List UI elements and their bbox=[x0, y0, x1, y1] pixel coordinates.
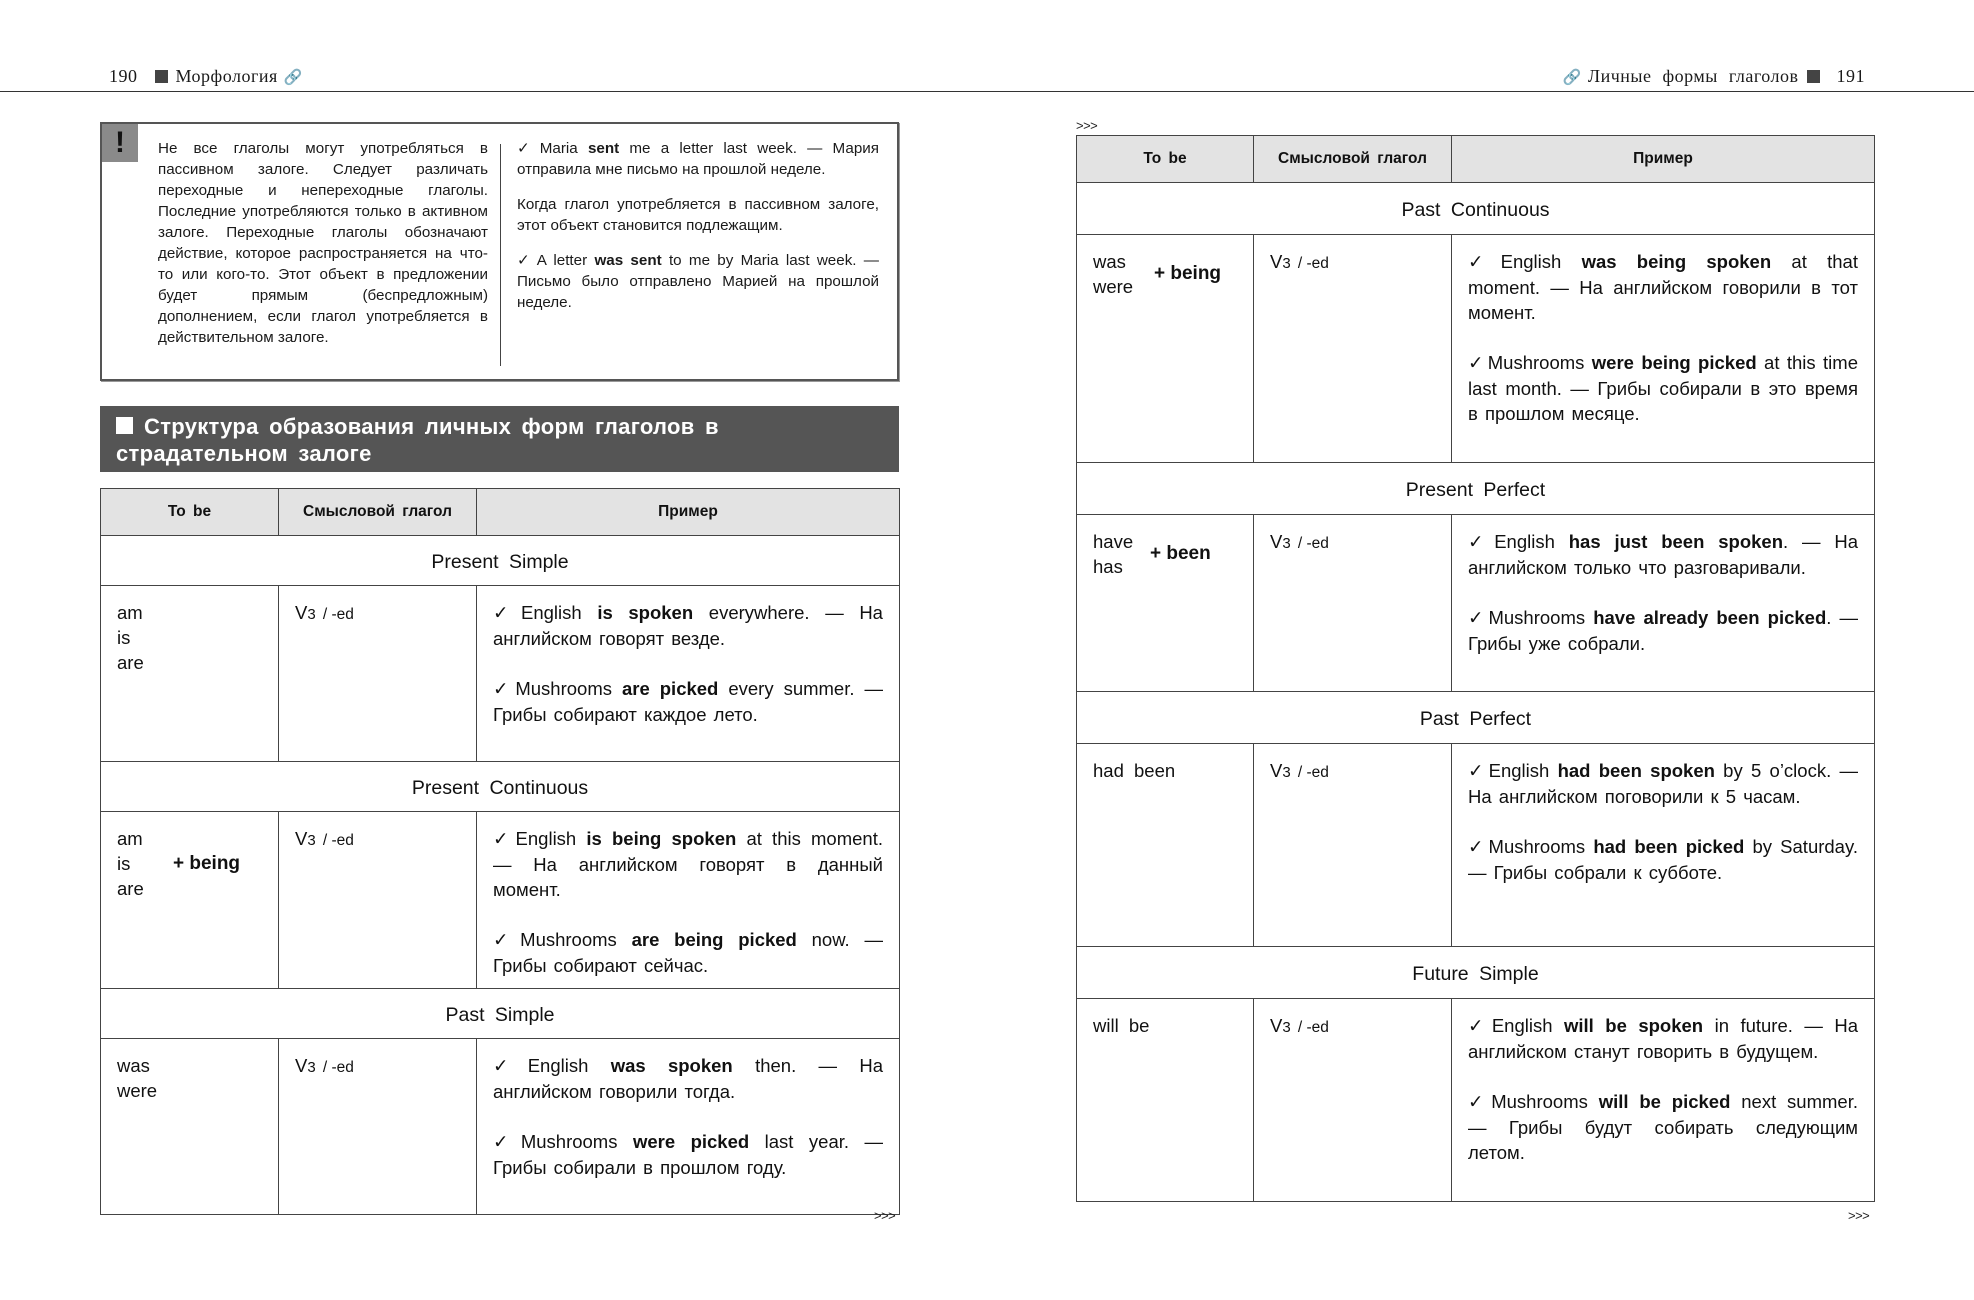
tense-label: Present Perfect bbox=[1077, 463, 1875, 515]
main-verb-form: V3 / -ed bbox=[279, 812, 477, 989]
to-be-forms: have has + been bbox=[1077, 515, 1254, 692]
note-paragraph: Не все глаголы могут употребляться в пассивном залоге. Следует различать переходные и непереходные глаголы. Последние употребляются только в активном залоге. Переходные глаголы обозначают действие, которое распространяется на что-то или кого-то. Этот объект в предложении будет прямым (беспредложным) дополнением, если глагол употребляется в действительном залоге. bbox=[158, 140, 488, 346]
check-icon: ✓ bbox=[517, 139, 536, 157]
example-sentence: ✓ Mushrooms had been picked by Saturday. — Грибы собрали к субботе. bbox=[1468, 836, 1858, 883]
example-sentence: ✓ Mushrooms will be picked next summer. — Грибы будут собирать следующим летом. bbox=[1468, 1091, 1858, 1163]
tense-label: Present Continuous bbox=[101, 762, 900, 812]
exclamation-icon: ! bbox=[102, 124, 138, 162]
example-sentence: ✓ English had been spoken by 5 o’clock. — На английском поговорили к 5 часам. bbox=[1468, 760, 1858, 807]
tense-label: Future Simple bbox=[1077, 947, 1875, 999]
check-icon: ✓ bbox=[493, 1132, 517, 1153]
check-icon: ✓ bbox=[1468, 1092, 1488, 1113]
to-be-forms: will be bbox=[1077, 999, 1254, 1202]
auxiliary-being: + being bbox=[173, 853, 241, 874]
tense-row bbox=[101, 536, 900, 586]
check-icon: ✓ bbox=[1468, 837, 1485, 858]
tense-row bbox=[1077, 183, 1875, 235]
table-header-row bbox=[101, 489, 900, 536]
tense-row bbox=[1077, 947, 1875, 999]
check-icon: ✓ bbox=[493, 829, 512, 850]
main-verb-form: V3 / -ed bbox=[279, 1039, 477, 1215]
example-sentence: ✓ Mushrooms are picked every summer. — Грибы собирают каждое лето. bbox=[493, 678, 883, 725]
right-running-header bbox=[1557, 66, 1874, 87]
tense-row bbox=[1077, 463, 1875, 515]
clip-icon: 🔗 bbox=[283, 67, 303, 86]
check-icon: ✓ bbox=[493, 1056, 524, 1077]
example-sentence: ✓ English is being spoken at this moment. — На английском говорят в данный момент. bbox=[493, 828, 883, 900]
section-title: Структура образования личных форм глаголов в страдательном залоге bbox=[100, 406, 899, 472]
square-bullet-icon bbox=[116, 417, 133, 434]
example-cell bbox=[477, 812, 900, 989]
table-row bbox=[101, 812, 900, 989]
example-sentence: ✓ English is spoken everywhere. — На английском говорят везде. bbox=[493, 602, 883, 649]
example-sentence: ✓ English was spoken then. — На английском говорили тогда. bbox=[493, 1055, 883, 1102]
right-grammar-table bbox=[1076, 135, 1875, 1202]
right-section-name: Личные формы глаголов bbox=[1587, 66, 1799, 86]
auxiliary-being: + being bbox=[1154, 263, 1222, 284]
example-cell bbox=[477, 586, 900, 762]
right-page-number: 191 bbox=[1836, 66, 1865, 86]
check-icon: ✓ bbox=[517, 251, 533, 269]
note-example-2: ✓ A letter was sent to me by Maria last week. — Письмо было отправлено Марией на прошлой неделе. bbox=[517, 251, 879, 311]
note-box bbox=[100, 122, 899, 381]
example-sentence: ✓ Mushrooms were picked last year. — Грибы собирали в прошлом году. bbox=[493, 1131, 883, 1178]
example-cell bbox=[1452, 744, 1875, 947]
note-paragraph: Когда глагол употребляется в пассивном залоге, этот объект становится подлежащим. bbox=[517, 196, 879, 234]
continue-mark: >>> bbox=[1076, 118, 1098, 133]
main-verb-form: V3 / -ed bbox=[1254, 235, 1452, 463]
check-icon: ✓ bbox=[493, 679, 512, 700]
tense-row bbox=[1077, 692, 1875, 744]
col-header-main-verb: Смысловой глагол bbox=[1254, 136, 1452, 183]
table-row bbox=[1077, 235, 1875, 463]
example-sentence: ✓ Mushrooms were being picked at this time last month. — Грибы собирали в это время в прошлом месяце. bbox=[1468, 352, 1858, 424]
note-right-text bbox=[517, 138, 879, 327]
main-verb-form: V3 / -ed bbox=[279, 586, 477, 762]
continue-mark: >>> bbox=[1848, 1208, 1870, 1223]
tense-row bbox=[101, 762, 900, 812]
example-cell bbox=[477, 1039, 900, 1215]
header-square-icon bbox=[155, 70, 168, 83]
tense-label: Past Continuous bbox=[1077, 183, 1875, 235]
to-be-forms: had been bbox=[1077, 744, 1254, 947]
to-be-forms: was were bbox=[101, 1039, 279, 1215]
example-sentence: ✓ English will be spoken in future. — На английском станут говорить в будущем. bbox=[1468, 1015, 1858, 1062]
tense-label: Past Simple bbox=[101, 989, 900, 1039]
clip-icon: 🔗 bbox=[1562, 67, 1582, 86]
to-be-forms: am is are + being bbox=[101, 812, 279, 989]
check-icon: ✓ bbox=[1468, 532, 1491, 553]
left-page-number: 190 bbox=[109, 66, 138, 86]
example-sentence: ✓ Mushrooms are being picked now. — Грибы собирают сейчас. bbox=[493, 929, 883, 976]
example-cell bbox=[1452, 235, 1875, 463]
left-running-header bbox=[100, 66, 309, 87]
to-be-forms: was were + being bbox=[1077, 235, 1254, 463]
header-rule bbox=[0, 91, 1974, 92]
table-row bbox=[101, 586, 900, 762]
tense-label: Present Simple bbox=[101, 536, 900, 586]
to-be-forms: am is are bbox=[101, 586, 279, 762]
main-verb-form: V3 / -ed bbox=[1254, 744, 1452, 947]
main-verb-form: V3 / -ed bbox=[1254, 999, 1452, 1202]
example-sentence: ✓ English has just been spoken. — На английском только что разговаривали. bbox=[1468, 531, 1858, 578]
note-divider bbox=[500, 144, 501, 366]
tense-label: Past Perfect bbox=[1077, 692, 1875, 744]
col-header-example: Пример bbox=[1452, 136, 1875, 183]
left-section-name: Морфология bbox=[175, 66, 278, 86]
check-icon: ✓ bbox=[1468, 353, 1484, 374]
table-row bbox=[1077, 744, 1875, 947]
tense-row bbox=[101, 989, 900, 1039]
left-grammar-table bbox=[100, 488, 900, 1215]
header-square-icon bbox=[1807, 70, 1820, 83]
note-left-text bbox=[122, 138, 488, 348]
check-icon: ✓ bbox=[1468, 608, 1485, 629]
main-verb-form: V3 / -ed bbox=[1254, 515, 1452, 692]
example-cell bbox=[1452, 999, 1875, 1202]
example-cell bbox=[1452, 515, 1875, 692]
example-sentence: ✓ English was being spoken at that moment. — На английском говорили в тот момент. bbox=[1468, 251, 1858, 323]
note-example-1: ✓ Maria sent me a letter last week. — Мария отправила мне письмо на прошлой неделе. bbox=[517, 139, 879, 178]
table-row bbox=[101, 1039, 900, 1215]
col-header-to-be: To be bbox=[101, 489, 279, 536]
check-icon: ✓ bbox=[1468, 761, 1485, 782]
check-icon: ✓ bbox=[1468, 1016, 1488, 1037]
example-sentence: ✓ Mushrooms have already been picked. — Грибы уже собрали. bbox=[1468, 607, 1859, 654]
auxiliary-been: + been bbox=[1150, 543, 1211, 564]
table-row bbox=[1077, 999, 1875, 1202]
check-icon: ✓ bbox=[493, 930, 517, 951]
col-header-example: Пример bbox=[477, 489, 900, 536]
col-header-main-verb: Смысловой глагол bbox=[279, 489, 477, 536]
check-icon: ✓ bbox=[1468, 252, 1497, 273]
table-header-row bbox=[1077, 136, 1875, 183]
check-icon: ✓ bbox=[493, 603, 517, 624]
col-header-to-be: To be bbox=[1077, 136, 1254, 183]
continue-mark: >>> bbox=[874, 1208, 896, 1223]
table-row bbox=[1077, 515, 1875, 692]
